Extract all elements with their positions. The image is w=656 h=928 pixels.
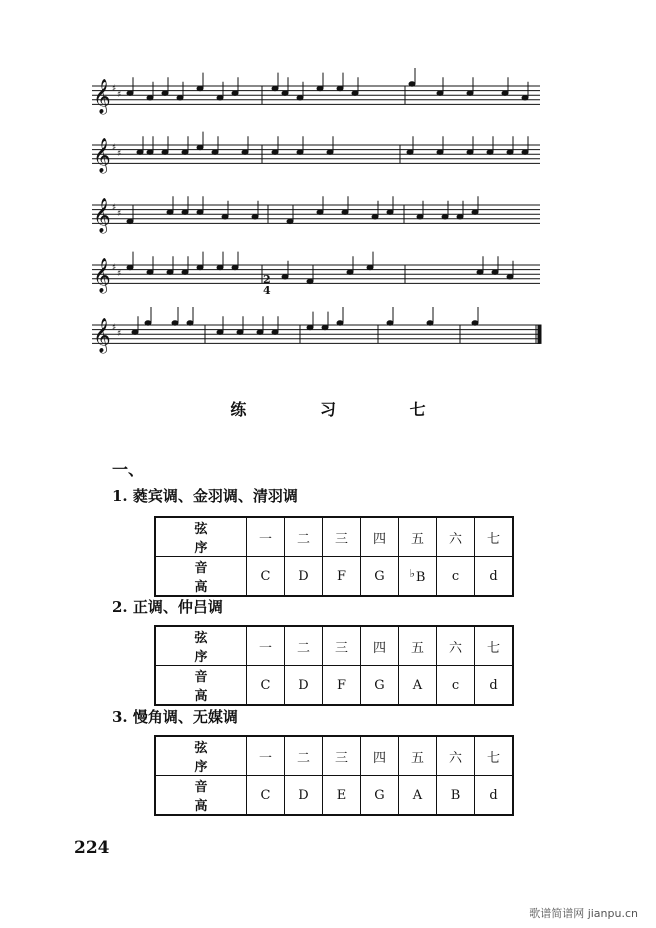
table-row <box>155 557 513 597</box>
note-head <box>307 325 313 329</box>
note-head <box>282 91 288 95</box>
tuning-table-2 <box>154 625 514 706</box>
note-head <box>242 150 248 154</box>
page-number: 224 <box>74 838 110 858</box>
pitch: d <box>475 666 514 706</box>
treble-clef-icon: 𝄞 <box>93 138 111 173</box>
string-number: 七 <box>475 517 514 557</box>
note-head <box>507 150 513 154</box>
note-head <box>132 330 138 334</box>
sharp-icon: ♯ <box>117 269 122 279</box>
note-head <box>287 219 293 223</box>
pitch: F <box>323 666 361 706</box>
note-head <box>197 265 203 269</box>
note-head <box>387 321 393 325</box>
note-head <box>237 330 243 334</box>
pitch: C <box>247 666 285 706</box>
note-head <box>222 215 228 219</box>
note-head <box>427 321 433 325</box>
pitch: C <box>247 776 285 816</box>
time-signature: 4 <box>263 284 271 297</box>
note-head <box>437 150 443 154</box>
note-head <box>197 145 203 149</box>
pitch: C <box>247 557 285 597</box>
table-row <box>155 736 513 776</box>
note-head <box>487 150 493 154</box>
tuning-table-3 <box>154 735 514 816</box>
note-head <box>257 330 263 334</box>
string-number: 六 <box>437 626 475 666</box>
treble-clef-icon: 𝄞 <box>93 198 111 233</box>
sharp-icon: ♯ <box>112 203 117 213</box>
note-head <box>477 270 483 274</box>
note-head <box>145 321 151 325</box>
string-number: 五 <box>399 517 437 557</box>
note-head <box>217 330 223 334</box>
note-head <box>282 275 288 279</box>
pitch: A <box>399 666 437 706</box>
note-head <box>307 279 313 283</box>
tuning-table-1 <box>154 516 514 597</box>
pitch: D <box>285 776 323 816</box>
note-head <box>407 150 413 154</box>
note-head <box>197 86 203 90</box>
treble-clef-icon: 𝄞 <box>93 258 111 293</box>
music-score <box>0 0 656 380</box>
table-row <box>155 776 513 816</box>
row-label: 音 高 <box>155 557 247 597</box>
note-head <box>147 150 153 154</box>
row-label: 音 高 <box>155 666 247 706</box>
section-heading: 3. 慢角调、无媒调 <box>112 708 238 726</box>
note-head <box>182 270 188 274</box>
sharp-icon: ♯ <box>117 209 122 219</box>
string-number: 四 <box>361 736 399 776</box>
pitch: c <box>437 666 475 706</box>
note-head <box>252 215 258 219</box>
sharp-icon: ♯ <box>117 90 122 100</box>
note-head <box>272 330 278 334</box>
note-head <box>182 150 188 154</box>
pitch: c <box>437 557 475 597</box>
note-head <box>317 210 323 214</box>
pitch: d <box>475 776 514 816</box>
sharp-icon: ♯ <box>112 84 117 94</box>
note-head <box>137 150 143 154</box>
note-head <box>297 96 303 100</box>
notes <box>93 68 541 354</box>
note-head <box>147 270 153 274</box>
sharp-icon: ♯ <box>117 149 122 159</box>
string-number: 六 <box>437 736 475 776</box>
note-head <box>162 150 168 154</box>
treble-clef-icon: 𝄞 <box>93 318 111 353</box>
string-number: 六 <box>437 517 475 557</box>
note-head <box>182 210 188 214</box>
note-head <box>127 219 133 223</box>
note-head <box>322 325 328 329</box>
note-head <box>217 265 223 269</box>
section-heading: 1. 蕤宾调、金羽调、清羽调 <box>112 487 298 505</box>
pitch: G <box>361 666 399 706</box>
pitch: G <box>361 557 399 597</box>
pitch: E <box>323 776 361 816</box>
note-head <box>472 210 478 214</box>
staves <box>92 86 540 343</box>
note-head <box>212 150 218 154</box>
note-head <box>172 321 178 325</box>
note-head <box>352 91 358 95</box>
note-head <box>387 210 393 214</box>
note-head <box>502 91 508 95</box>
string-number: 四 <box>361 626 399 666</box>
flat-icon: ♭ <box>409 567 415 580</box>
note-head <box>342 210 348 214</box>
note-head <box>437 91 443 95</box>
pitch: B <box>437 776 475 816</box>
note-head <box>232 91 238 95</box>
note-head <box>507 275 513 279</box>
pitch: G <box>361 776 399 816</box>
note-head <box>522 150 528 154</box>
string-number: 五 <box>399 626 437 666</box>
pitch: D <box>285 557 323 597</box>
pitch-flat <box>399 557 437 597</box>
pitch: D <box>285 666 323 706</box>
row-label: 弦 序 <box>155 736 247 776</box>
section-marker: 一、 <box>112 460 145 479</box>
sharp-icon: ♯ <box>112 323 117 333</box>
sharp-icon: ♯ <box>112 263 117 273</box>
table-row <box>155 666 513 706</box>
string-number: 三 <box>323 626 361 666</box>
note-head <box>442 215 448 219</box>
note-head <box>187 321 193 325</box>
string-number: 二 <box>285 517 323 557</box>
note-head <box>147 96 153 100</box>
string-number: 七 <box>475 626 514 666</box>
pitch: B <box>415 570 426 585</box>
time-signature: 2 <box>263 273 271 286</box>
table-row <box>155 517 513 557</box>
watermark: 歌谱简谱网 jianpu.cn <box>529 907 638 920</box>
string-number: 二 <box>285 736 323 776</box>
note-head <box>347 270 353 274</box>
string-number: 三 <box>323 736 361 776</box>
note-head <box>127 265 133 269</box>
note-head <box>367 265 373 269</box>
note-head <box>467 150 473 154</box>
sharp-icon: ♯ <box>112 143 117 153</box>
treble-clef-icon: 𝄞 <box>93 79 111 114</box>
note-head <box>197 210 203 214</box>
note-head <box>522 96 528 100</box>
string-number: 一 <box>247 626 285 666</box>
string-number: 三 <box>323 517 361 557</box>
note-head <box>272 86 278 90</box>
note-head <box>337 321 343 325</box>
note-head <box>492 270 498 274</box>
note-head <box>457 215 463 219</box>
note-head <box>337 86 343 90</box>
sharp-icon: ♯ <box>117 329 122 339</box>
note-head <box>177 96 183 100</box>
note-head <box>372 215 378 219</box>
string-number: 四 <box>361 517 399 557</box>
note-head <box>162 91 168 95</box>
row-label: 音 高 <box>155 776 247 816</box>
note-head <box>297 150 303 154</box>
note-head <box>409 82 415 86</box>
note-head <box>317 86 323 90</box>
string-number: 一 <box>247 736 285 776</box>
string-number: 二 <box>285 626 323 666</box>
exercise-title: 练 习 七 <box>230 400 460 419</box>
final-bar-line <box>538 325 541 343</box>
note-head <box>127 91 133 95</box>
pitch: d <box>475 557 514 597</box>
note-head <box>272 150 278 154</box>
note-head <box>467 91 473 95</box>
note-head <box>417 215 423 219</box>
string-number: 七 <box>475 736 514 776</box>
note-head <box>167 210 173 214</box>
note-head <box>327 150 333 154</box>
note-head <box>232 265 238 269</box>
table-row <box>155 626 513 666</box>
note-head <box>167 270 173 274</box>
row-label: 弦 序 <box>155 626 247 666</box>
pitch: F <box>323 557 361 597</box>
note-head <box>472 321 478 325</box>
string-number: 一 <box>247 517 285 557</box>
section-heading: 2. 正调、仲吕调 <box>112 598 223 616</box>
note-head <box>217 96 223 100</box>
string-number: 五 <box>399 736 437 776</box>
pitch: A <box>399 776 437 816</box>
row-label: 弦 序 <box>155 517 247 557</box>
